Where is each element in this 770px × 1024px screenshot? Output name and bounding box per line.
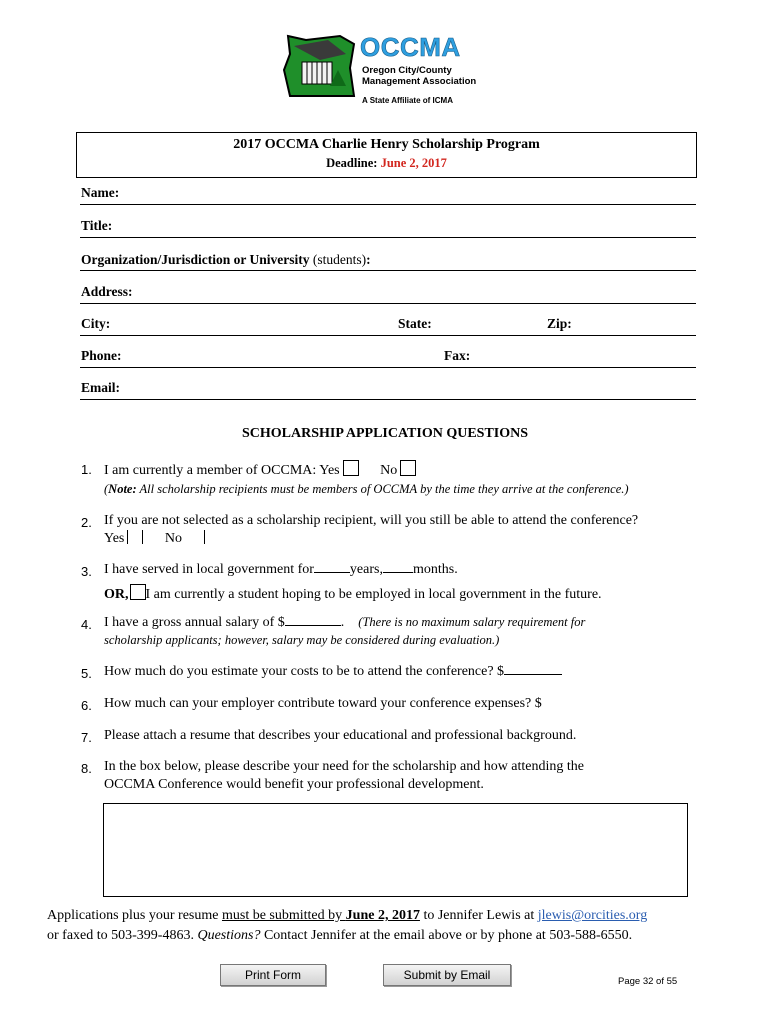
zip-label: Zip: [547,316,572,331]
q2-number: 2. [81,515,92,530]
phone-fax-field[interactable] [80,367,696,368]
q3-number: 3. [81,564,92,579]
questions-heading: SCHOLARSHIP APPLICATION QUESTIONS [241,426,529,441]
q6-contribution-input[interactable] [586,696,646,714]
form-title: 2017 OCCMA Charlie Henry Scholarship Program [233,137,540,152]
occma-logo [280,30,500,110]
q1-note: (Note: All scholarship recipients must be members of OCCMA by the time they arrive at the conference.) [104,482,629,496]
organization-note: (students) [312,252,367,267]
page-number: Page 32 of 55 [618,976,678,987]
q2-no-checkbox[interactable] [204,530,219,544]
q3-student-checkbox[interactable] [130,584,146,600]
city-state-zip-field[interactable] [80,335,696,336]
q8-number: 8. [81,761,92,776]
logo-line-1: Oregon City/County [362,65,452,76]
q4-text: I have a gross annual salary of $ . (There is no maximum salary requirement for [104,615,586,630]
q3-text-a: I have served in local government for years, months. [104,562,458,577]
contact-email-link[interactable]: jlewis@orcities.org [537,908,648,923]
essay-textarea[interactable] [103,803,688,897]
q4-note-1: (There is no maximum salary requirement for [358,615,586,629]
header-box [76,132,697,178]
q4-number: 4. [81,617,92,632]
state-label: State: [398,316,432,331]
oregon-map-icon [280,30,360,102]
footer-line-1: Applications plus your resume must be submitted by June 2, 2017 to Jennifer Lewis at jlewis@orcities.org [47,908,648,923]
email-label: Email: [81,380,120,395]
name-label: Name: [81,185,120,200]
title-field[interactable] [80,237,696,238]
q2-yes-checkbox[interactable] [127,530,143,544]
fax-label: Fax: [444,348,471,363]
q3-text-b: OR, I am currently a student hoping to be employed in local government in the future. [104,584,602,603]
organization-label: Organization/Jurisdiction or University (students): [81,252,371,267]
deadline-value: June 2, 2017 [380,156,447,170]
deadline [77,156,696,171]
address-field[interactable] [80,303,696,304]
print-form-button[interactable]: Print Form [220,964,326,986]
q2-options: Yes No [104,530,219,547]
q6-number: 6. [81,698,92,713]
q4-note-2: scholarship applicants; however, salary may be considered during evaluation.) [104,633,500,647]
footer-line-2: or faxed to 503-399-4863. Questions? Contact Jennifer at the email above or by phone at 503-588-6550. [47,928,633,943]
q1-yes-checkbox[interactable] [343,460,359,476]
organization-field[interactable] [80,270,696,271]
q1-text: I am currently a member of OCCMA: Yes No [104,460,416,479]
q3-months-input[interactable] [383,572,413,573]
q7-number: 7. [81,730,92,745]
q8-text-1: In the box below, please describe your need for the scholarship and how attending the [104,759,584,774]
q5-cost-input[interactable] [504,674,562,675]
address-label: Address: [81,284,133,299]
submit-by-email-button[interactable]: Submit by Email [383,964,511,986]
logo-affiliate: A State Affiliate of ICMA [362,96,453,105]
q1-number: 1. [81,462,92,477]
q4-salary-input[interactable] [285,625,341,626]
title-label: Title: [81,218,113,233]
email-field[interactable] [80,399,696,400]
q8-text-2: OCCMA Conference would benefit your professional development. [104,777,484,792]
city-label: City: [81,316,111,331]
q1-no-checkbox[interactable] [400,460,416,476]
deadline-label: Deadline: [326,156,378,170]
phone-label: Phone: [81,348,122,363]
name-field[interactable] [80,204,696,205]
q2-text: If you are not selected as a scholarship recipient, will you still be able to attend the conference? [104,513,639,528]
q3-years-input[interactable] [314,572,350,573]
q5-number: 5. [81,666,92,681]
q7-text: Please attach a resume that describes your educational and professional background. [104,728,577,743]
q5-text: How much do you estimate your costs to be to attend the conference? $ [104,664,562,680]
q6-text: How much can your employer contribute toward your conference expenses? $ [104,696,542,711]
logo-title: OCCMA [360,32,461,62]
logo-line-2: Management Association [362,76,477,87]
